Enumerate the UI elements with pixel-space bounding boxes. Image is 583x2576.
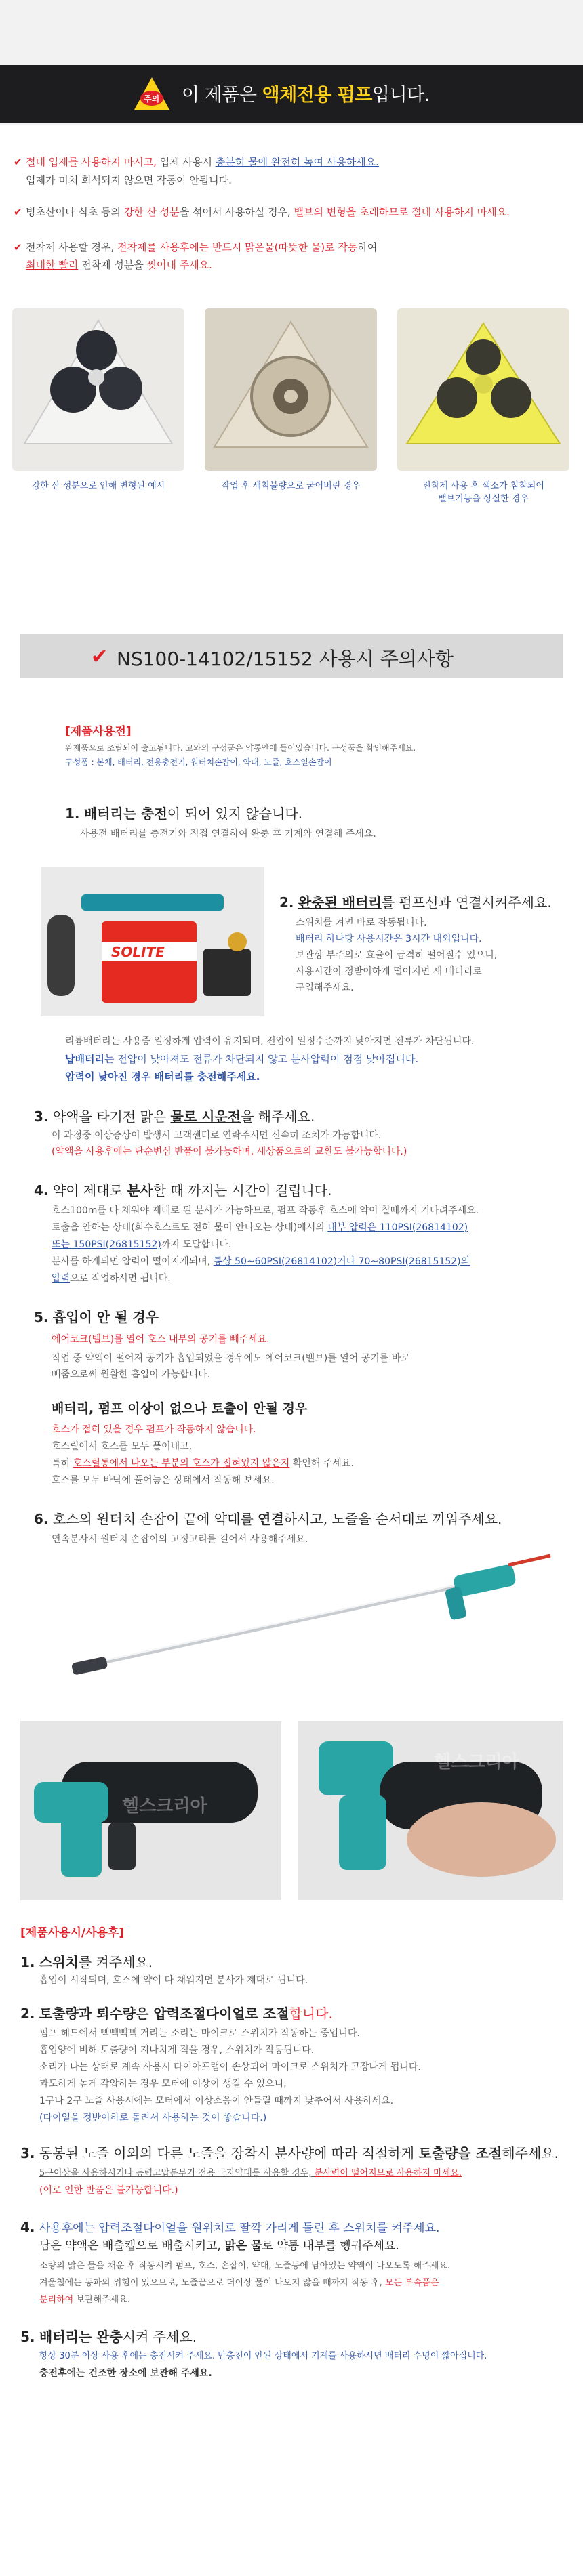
components-line-1: 완제품으로 조립되어 출고됩니다. 고와의 구성품은 약통안에 들어있습니다. 구성품을 확인해주세요.: [65, 743, 416, 753]
warning-line-1b: 입제가 미처 희석되지 않으면 작동이 안됩니다.: [26, 174, 232, 186]
step-2-line-2: 배터리 하나당 사용시간은 3시간 내외입니다.: [296, 934, 482, 944]
step-6-sub: 연속분사시 원터치 손잡이의 고정고리를 걸어서 사용해주세요.: [52, 1534, 308, 1545]
after-step-3-line-1: 5구이상을 사용하시거나 동력고압분무기 전용 국자약대를 사용할 경우, 분사력이 떨어지므로 사용하지 마세요.: [39, 2168, 462, 2178]
step-6-heading: 6. 호스의 원터치 손잡이 끝에 약대를 연결하시고, 노즐을 순서대로 끼워주세요.: [34, 1511, 502, 1527]
after-step-3-line-2: (이로 인한 반품은 불가능합니다.): [39, 2185, 178, 2196]
step-4-line-3: 또는 150PSI(26815152)까지 도달합니다.: [52, 1239, 232, 1250]
after-step-4-line-5: 분리하여 보관해주세요.: [39, 2295, 130, 2305]
spray-wand-illustration: [68, 1552, 556, 1687]
step-2-heading: 2. 완충된 배터리를 펌프선과 연결시켜주세요.: [279, 894, 552, 911]
handle-photo-1: [20, 1721, 281, 1900]
step-4-line-1: 호스100m를 다 채워야 제대로 된 분사가 가능하므로, 펌프 작동후 호스에 약이 칠때까지 기다려주세요.: [52, 1205, 479, 1216]
caution-banner: [0, 0, 583, 125]
lithium-line-1: 리튬배터리는 사용중 일정하게 압력이 유지되며, 전압이 일정수준까지 낮아지면 전류가 차단됩니다.: [65, 1036, 475, 1047]
no-spray-heading: 배터리, 펌프 이상이 없으나 토출이 안될 경우: [52, 1401, 308, 1416]
no-spray-line-3: 특히 호스릴통에서 나오는 부분의 호스가 접혀있지 않은지 확인해 주세요.: [52, 1458, 354, 1469]
after-step-1-sub: 흡입이 시작되며, 호스에 약이 다 채워지면 분사가 제대로 됩니다.: [39, 1975, 308, 1986]
photo-caption-2: 작업 후 세척불량으로 굳어버린 경우: [221, 481, 361, 491]
after-step-5-line-1: 항상 30분 이상 사용 후에는 충전시켜 주세요. 만충전이 안된 상태에서 기계를 사용하시면 배터리 수명이 짧아집니다.: [39, 2351, 487, 2361]
lithium-line-3: 압력이 낮아진 경우 배터리를 충전해주세요.: [65, 1071, 260, 1083]
after-step-4-heading: 4. 사용후에는 압력조절다이얼을 원위치로 딸깍 가리게 돌린 후 스위치를 켜주세요.: [20, 2219, 440, 2235]
watermark-2: 헬스크리아: [434, 1752, 519, 1772]
after-step-1-heading: 1. 스위치를 켜주세요.: [20, 1954, 153, 1970]
check-icon: ✔: [14, 156, 22, 168]
after-step-2-heading: 2. 토출량과 퇴수량은 압력조절다이얼로 조절합니다.: [20, 2006, 333, 2022]
after-step-2-line-2: 흡입양에 비해 토출량이 지나치게 적을 경우, 스위치가 작동됩니다.: [39, 2045, 315, 2056]
warning-line-3b: 최대한 빨리 전착제 성분을 씻어내 주세요.: [26, 259, 212, 271]
step-5-heading: 5. 흡입이 안 될 경우: [34, 1309, 159, 1325]
after-step-2-line-3: 소리가 나는 상태로 계속 사용시 다이아프램이 손상되어 마이크로 스위치가 고장나게 됩니다.: [39, 2062, 421, 2073]
photo-hardened-valve: [205, 308, 377, 471]
step-2-line-1: 스위치를 켜면 바로 작동됩니다.: [296, 917, 427, 928]
after-step-4-line-2: 남은 약액은 배출캡으로 배출시키고, 맑은 물로 약통 내부를 헹궈주세요.: [39, 2239, 399, 2253]
photo-stained-valve: [397, 308, 569, 471]
after-step-2-line-1: 펌프 헤드에서 빽빽빽빽 거리는 소리는 마이크로 스위치가 작동하는 중입니다.: [39, 2028, 360, 2039]
no-spray-line-1: 호스가 접혀 있을 경우 펌프가 작동하지 않습니다.: [52, 1424, 256, 1435]
step-2-line-3: 보관상 부주의로 효율이 급격히 떨어질수 있으니,: [296, 950, 498, 961]
section-title: NS100-14102/15152 사용시 주의사항: [117, 648, 454, 670]
step-2-line-5: 구입해주세요.: [296, 982, 354, 993]
badge-label: 주의: [144, 94, 160, 104]
no-spray-line-4: 호스를 모두 바닥에 풀어놓은 상태에서 작동해 보세요.: [52, 1475, 275, 1486]
before-use-label: [제품사용전]: [65, 725, 132, 739]
photo-caption-1: 강한 산 성분으로 인해 변형된 예시: [31, 481, 165, 491]
warning-line-2: ✔ 빙초산이나 식초 등의 강한 산 성분을 섞어서 사용하실 경우, 밸브의 변형을 초래하므로 절대 사용하지 마세요.: [14, 203, 510, 222]
photo-caption-3: 전착제 사용 후 색소가 침착되어 밸브기능을 상실한 경우: [422, 481, 544, 504]
after-step-3-heading: 3. 동봉된 노즐 이외의 다른 노즐을 장착시 분사량에 따라 적절하게 토출량을 조절해주세요.: [20, 2145, 559, 2161]
step-3-line-1: 이 과정중 이상증상이 발생시 고객센터로 연락주시면 신속히 조치가 가능합니다.: [52, 1130, 382, 1141]
step-4-line-4: 분사를 하게되면 압력이 떨어지게되며, 통상 50~60PSI(26814102)거나 70~80PSI(26815152)의: [52, 1256, 470, 1267]
step-1-heading: 1. 배터리는 충전이 되어 있지 않습니다.: [65, 806, 303, 822]
checkmark-icon: ✔: [91, 645, 108, 669]
watermark-1: 헬스크리아: [122, 1796, 207, 1816]
step-5-line-2: 작업 중 약액이 떨어져 공기가 흡입되었을 경우에도 에어코크(밸브)를 열어 공기를 바로: [52, 1353, 410, 1364]
after-step-2-line-6: (다이얼을 정반이하로 돌려서 사용하는 것이 좋습니다.): [39, 2113, 267, 2123]
step-3-heading: 3. 약액을 타기전 맑은 물로 시운전을 해주세요.: [34, 1108, 315, 1125]
check-icon: ✔: [14, 241, 22, 253]
step-2-line-4: 사용시간이 정받이하게 떨어지면 새 배터리로: [296, 966, 482, 977]
warning-line-3: ✔ 전착제 사용할 경우, 전착제를 사용후에는 반드시 맑은물(따뜻한 물)로 작동하여: [14, 238, 377, 257]
usage-caution-title-bar: [20, 634, 563, 678]
after-step-4-line-4: 겨울철에는 동파의 위험이 있으므로, 노즐끝으로 더이상 물이 나오지 않을 때까지 작동 후, 모든 부속품은: [39, 2278, 439, 2288]
lithium-line-2: 납배터리는 전압이 낮아져도 전류가 차단되지 않고 분사압력이 점점 낮아집니다.: [65, 1053, 419, 1065]
check-icon: ✔: [14, 206, 22, 218]
step-5-line-1: 에어코크(밸브)를 열어 호스 내부의 공기를 빼주세요.: [52, 1334, 270, 1345]
photo-deformed-valve: [12, 308, 184, 471]
components-line-2: 구성품 : 본체, 배터리, 전용충전기, 원터치손잡이, 약대, 노즐, 호스일손잡이: [65, 757, 332, 767]
battery-brand: SOLITE: [111, 944, 165, 960]
step-4-line-5: 압력으로 작업하시면 됩니다.: [52, 1273, 171, 1284]
after-step-5-line-2: 충전후에는 건조한 장소에 보관해 주세요.: [39, 2368, 212, 2379]
after-step-2-line-4: 과도하게 높게 각압하는 경우 모터에 이상이 생길 수 있으니,: [39, 2079, 287, 2090]
step-4-line-2: 토출을 안하는 상태(회수호스로도 전혀 물이 안나오는 상태)에서의 내부 압력은 110PSI(26814102): [52, 1222, 468, 1233]
no-spray-line-2: 호스릴에서 호스를 모두 풀어내고,: [52, 1441, 193, 1452]
step-4-heading: 4. 약이 제대로 분사할 때 까지는 시간이 걸립니다.: [34, 1182, 332, 1199]
during-after-label: [제품사용시/사용후]: [20, 1926, 125, 1940]
warning-line-1: ✔ 절대 입제를 사용하지 마시고, 입제 사용시 충분히 물에 완전히 녹여 사용하세요.: [14, 153, 379, 171]
step-3-line-2: (약액을 사용후에는 단순변심 반품이 불가능하며, 세상품으로의 교환도 불가능합니다.): [52, 1146, 407, 1157]
after-step-5-heading: 5. 배터리는 완충시켜 주세요.: [20, 2329, 197, 2345]
after-step-2-line-5: 1구나 2구 노즐 사용시에는 모터에서 이상소음이 안들릴 때까지 낮추어서 사용하세요.: [39, 2096, 394, 2106]
step-1-sub: 사용전 배터리를 충전기와 직접 연결하여 완충 후 기계와 연결해 주세요.: [80, 829, 376, 839]
handle-photo-2: [298, 1721, 563, 1900]
banner-title: 이 제품은 액체전용 펌프입니다.: [182, 85, 430, 106]
step-5-line-3: 빼줌으로써 원활한 흡입이 가능합니다.: [52, 1369, 211, 1380]
battery-photo: [41, 867, 264, 1016]
after-step-4-line-3: 소량의 맑은 물을 채운 후 작동시켜 펌프, 호스, 손잡이, 약대, 노즐등에 남아있는 약액이 나오도록 해주세요.: [39, 2261, 450, 2271]
